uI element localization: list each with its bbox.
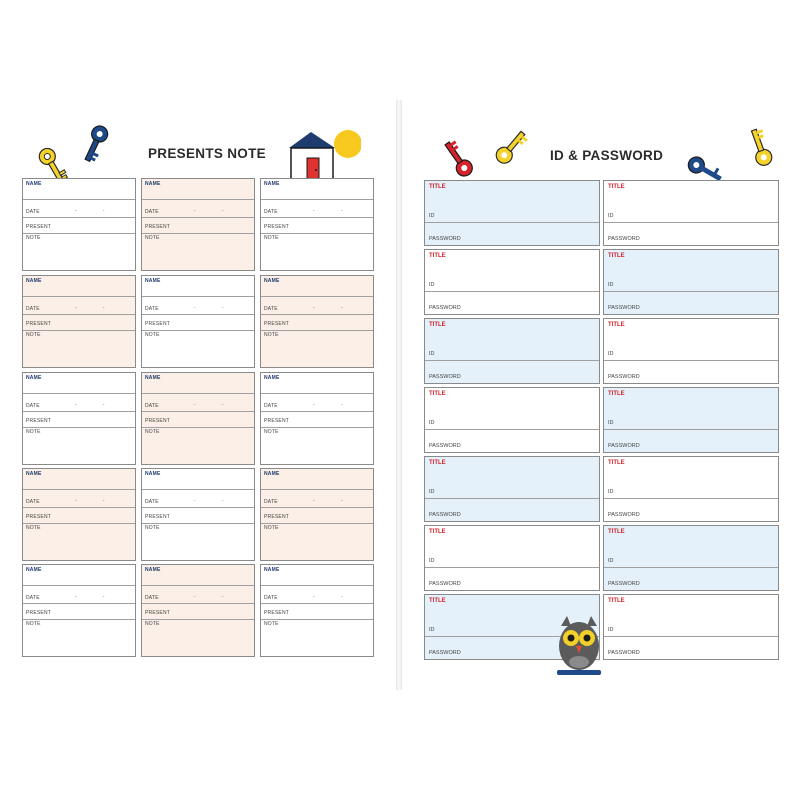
date-separator: . <box>194 304 196 310</box>
card-line <box>23 199 135 200</box>
id-password-title: ID & PASSWORD <box>550 148 664 163</box>
date-label: DATE <box>26 306 40 312</box>
card-line <box>261 314 373 315</box>
present-label: PRESENT <box>26 224 52 230</box>
name-label: NAME <box>264 181 280 187</box>
date-separator: . <box>75 207 77 213</box>
date-separator: . <box>222 401 224 407</box>
date-separator: . <box>341 207 343 213</box>
date-separator: . <box>222 593 224 599</box>
present-card[interactable] <box>22 468 136 561</box>
present-label: PRESENT <box>145 514 171 520</box>
date-separator: . <box>75 304 77 310</box>
card-line <box>142 314 254 315</box>
id-card[interactable] <box>424 180 600 246</box>
card-line <box>261 233 373 234</box>
card-line <box>23 619 135 620</box>
password-label: PASSWORD <box>608 581 640 587</box>
present-label: PRESENT <box>145 321 171 327</box>
card-line <box>23 217 135 218</box>
id-label: ID <box>608 351 614 357</box>
card-line <box>23 233 135 234</box>
note-label: NOTE <box>26 235 41 241</box>
password-label: PASSWORD <box>429 305 461 311</box>
card-line <box>142 427 254 428</box>
date-separator: . <box>222 304 224 310</box>
date-separator: . <box>103 593 105 599</box>
id-card[interactable] <box>603 456 779 522</box>
name-label: NAME <box>145 471 161 477</box>
card-line <box>261 427 373 428</box>
date-label: DATE <box>26 403 40 409</box>
date-separator: . <box>194 497 196 503</box>
note-label: NOTE <box>145 621 160 627</box>
yellow-key-icon-2 <box>492 124 532 168</box>
card-line <box>23 314 135 315</box>
date-separator: . <box>103 401 105 407</box>
id-card[interactable] <box>424 318 600 384</box>
card-line <box>261 507 373 508</box>
name-label: NAME <box>264 471 280 477</box>
sun-icon <box>334 130 361 158</box>
id-label: ID <box>429 420 435 426</box>
date-separator: . <box>341 593 343 599</box>
password-label: PASSWORD <box>608 305 640 311</box>
date-separator: . <box>194 401 196 407</box>
present-label: PRESENT <box>145 224 171 230</box>
card-line <box>261 296 373 297</box>
card-line <box>261 411 373 412</box>
id-label: ID <box>429 351 435 357</box>
title-label: TITLE <box>608 529 625 535</box>
card-line <box>142 217 254 218</box>
name-label: NAME <box>264 278 280 284</box>
card-line <box>142 585 254 586</box>
name-label: NAME <box>26 181 42 187</box>
card-line <box>23 330 135 331</box>
id-label: ID <box>429 213 435 219</box>
card-line <box>142 330 254 331</box>
card-line <box>23 489 135 490</box>
card-line <box>23 585 135 586</box>
card-line <box>261 217 373 218</box>
card-line <box>604 360 778 361</box>
card-line <box>23 393 135 394</box>
card-line <box>142 199 254 200</box>
card-line <box>425 360 599 361</box>
date-label: DATE <box>26 209 40 215</box>
card-line <box>261 523 373 524</box>
date-label: DATE <box>145 403 159 409</box>
title-label: TITLE <box>608 253 625 259</box>
note-label: NOTE <box>145 332 160 338</box>
title-label: TITLE <box>429 460 446 466</box>
owl-icon <box>553 612 605 680</box>
card-line <box>604 567 778 568</box>
present-card[interactable] <box>260 468 374 561</box>
name-label: NAME <box>26 375 42 381</box>
present-card[interactable] <box>22 372 136 465</box>
note-label: NOTE <box>264 525 279 531</box>
present-card[interactable] <box>260 178 374 271</box>
name-label: NAME <box>145 181 161 187</box>
present-card[interactable] <box>260 372 374 465</box>
card-line <box>261 393 373 394</box>
date-separator: . <box>194 593 196 599</box>
present-label: PRESENT <box>264 224 290 230</box>
note-label: NOTE <box>264 429 279 435</box>
id-card[interactable] <box>424 456 600 522</box>
present-label: PRESENT <box>26 610 52 616</box>
password-label: PASSWORD <box>608 374 640 380</box>
card-line <box>142 507 254 508</box>
present-label: PRESENT <box>26 321 52 327</box>
date-label: DATE <box>26 595 40 601</box>
present-card[interactable] <box>22 275 136 368</box>
present-label: PRESENT <box>264 514 290 520</box>
password-label: PASSWORD <box>429 236 461 242</box>
card-line <box>23 296 135 297</box>
card-line <box>261 585 373 586</box>
present-card[interactable] <box>141 468 255 561</box>
card-line <box>23 523 135 524</box>
password-label: PASSWORD <box>608 512 640 518</box>
card-line <box>425 291 599 292</box>
present-card[interactable] <box>141 275 255 368</box>
present-label: PRESENT <box>145 418 171 424</box>
title-label: TITLE <box>429 598 446 604</box>
note-label: NOTE <box>26 332 41 338</box>
card-line <box>604 498 778 499</box>
password-label: PASSWORD <box>429 443 461 449</box>
note-label: NOTE <box>264 621 279 627</box>
password-label: PASSWORD <box>608 236 640 242</box>
card-line <box>261 330 373 331</box>
card-line <box>604 429 778 430</box>
present-label: PRESENT <box>264 418 290 424</box>
title-label: TITLE <box>608 184 625 190</box>
note-label: NOTE <box>145 429 160 435</box>
yellow-key-icon-3 <box>740 124 780 170</box>
title-label: TITLE <box>429 184 446 190</box>
id-label: ID <box>608 282 614 288</box>
card-line <box>261 619 373 620</box>
date-separator: . <box>313 497 315 503</box>
id-card[interactable] <box>424 525 600 591</box>
present-card[interactable] <box>260 564 374 657</box>
id-label: ID <box>429 282 435 288</box>
present-card[interactable] <box>141 178 255 271</box>
name-label: NAME <box>145 375 161 381</box>
present-card[interactable] <box>260 275 374 368</box>
card-line <box>604 636 778 637</box>
date-separator: . <box>313 207 315 213</box>
password-label: PASSWORD <box>429 374 461 380</box>
password-label: PASSWORD <box>429 650 461 656</box>
id-card[interactable] <box>603 387 779 453</box>
date-separator: . <box>103 207 105 213</box>
title-label: TITLE <box>429 253 446 259</box>
password-label: PASSWORD <box>608 650 640 656</box>
date-label: DATE <box>145 499 159 505</box>
id-card[interactable] <box>603 318 779 384</box>
title-label: TITLE <box>608 598 625 604</box>
date-label: DATE <box>145 209 159 215</box>
card-line <box>604 222 778 223</box>
id-card[interactable] <box>603 249 779 315</box>
card-line <box>425 567 599 568</box>
title-label: TITLE <box>608 460 625 466</box>
name-label: NAME <box>264 375 280 381</box>
date-separator: . <box>313 304 315 310</box>
id-label: ID <box>608 558 614 564</box>
card-line <box>23 507 135 508</box>
card-line <box>604 291 778 292</box>
id-card[interactable] <box>603 525 779 591</box>
name-label: NAME <box>145 567 161 573</box>
present-label: PRESENT <box>26 514 52 520</box>
blue-key-icon <box>76 122 114 166</box>
date-label: DATE <box>145 306 159 312</box>
date-label: DATE <box>145 595 159 601</box>
title-label: TITLE <box>608 322 625 328</box>
card-line <box>425 498 599 499</box>
date-separator: . <box>313 593 315 599</box>
present-label: PRESENT <box>264 321 290 327</box>
date-label: DATE <box>264 595 278 601</box>
id-card[interactable] <box>603 180 779 246</box>
card-line <box>142 523 254 524</box>
name-label: NAME <box>26 471 42 477</box>
title-label: TITLE <box>608 391 625 397</box>
date-separator: . <box>341 497 343 503</box>
present-label: PRESENT <box>264 610 290 616</box>
note-label: NOTE <box>145 525 160 531</box>
present-card[interactable] <box>22 178 136 271</box>
id-label: ID <box>608 627 614 633</box>
red-key-icon <box>438 136 478 182</box>
id-label: ID <box>429 489 435 495</box>
card-line <box>23 427 135 428</box>
date-separator: . <box>222 207 224 213</box>
present-card[interactable] <box>141 564 255 657</box>
id-card[interactable] <box>603 594 779 660</box>
card-line <box>23 411 135 412</box>
date-separator: . <box>194 207 196 213</box>
present-card[interactable] <box>141 372 255 465</box>
note-label: NOTE <box>26 429 41 435</box>
name-label: NAME <box>26 278 42 284</box>
password-label: PASSWORD <box>429 512 461 518</box>
card-line <box>142 393 254 394</box>
id-label: ID <box>608 420 614 426</box>
id-label: ID <box>429 558 435 564</box>
id-label: ID <box>608 489 614 495</box>
card-line <box>261 489 373 490</box>
name-label: NAME <box>26 567 42 573</box>
id-label: ID <box>608 213 614 219</box>
card-line <box>261 603 373 604</box>
title-label: TITLE <box>429 322 446 328</box>
id-card[interactable] <box>424 249 600 315</box>
password-label: PASSWORD <box>429 581 461 587</box>
password-label: PASSWORD <box>608 443 640 449</box>
card-line <box>142 603 254 604</box>
title-label: TITLE <box>429 529 446 535</box>
date-separator: . <box>75 497 77 503</box>
present-card[interactable] <box>22 564 136 657</box>
id-label: ID <box>429 627 435 633</box>
presents-note-title: PRESENTS NOTE <box>148 146 266 161</box>
name-label: NAME <box>264 567 280 573</box>
date-separator: . <box>313 401 315 407</box>
date-label: DATE <box>264 306 278 312</box>
date-separator: . <box>103 497 105 503</box>
note-label: NOTE <box>145 235 160 241</box>
date-label: DATE <box>264 209 278 215</box>
present-label: PRESENT <box>145 610 171 616</box>
id-card[interactable] <box>424 387 600 453</box>
card-line <box>425 222 599 223</box>
note-label: NOTE <box>264 332 279 338</box>
card-line <box>142 489 254 490</box>
date-separator: . <box>75 593 77 599</box>
note-label: NOTE <box>26 525 41 531</box>
card-line <box>23 603 135 604</box>
card-line <box>142 411 254 412</box>
date-separator: . <box>341 304 343 310</box>
card-line <box>425 429 599 430</box>
card-line <box>142 296 254 297</box>
date-label: DATE <box>264 403 278 409</box>
card-line <box>261 199 373 200</box>
card-line <box>142 233 254 234</box>
title-label: TITLE <box>429 391 446 397</box>
date-label: DATE <box>26 499 40 505</box>
note-label: NOTE <box>264 235 279 241</box>
house-icon <box>285 126 361 184</box>
date-separator: . <box>75 401 77 407</box>
date-separator: . <box>103 304 105 310</box>
present-label: PRESENT <box>26 418 52 424</box>
note-label: NOTE <box>26 621 41 627</box>
date-label: DATE <box>264 499 278 505</box>
name-label: NAME <box>145 278 161 284</box>
date-separator: . <box>222 497 224 503</box>
card-line <box>142 619 254 620</box>
date-separator: . <box>341 401 343 407</box>
